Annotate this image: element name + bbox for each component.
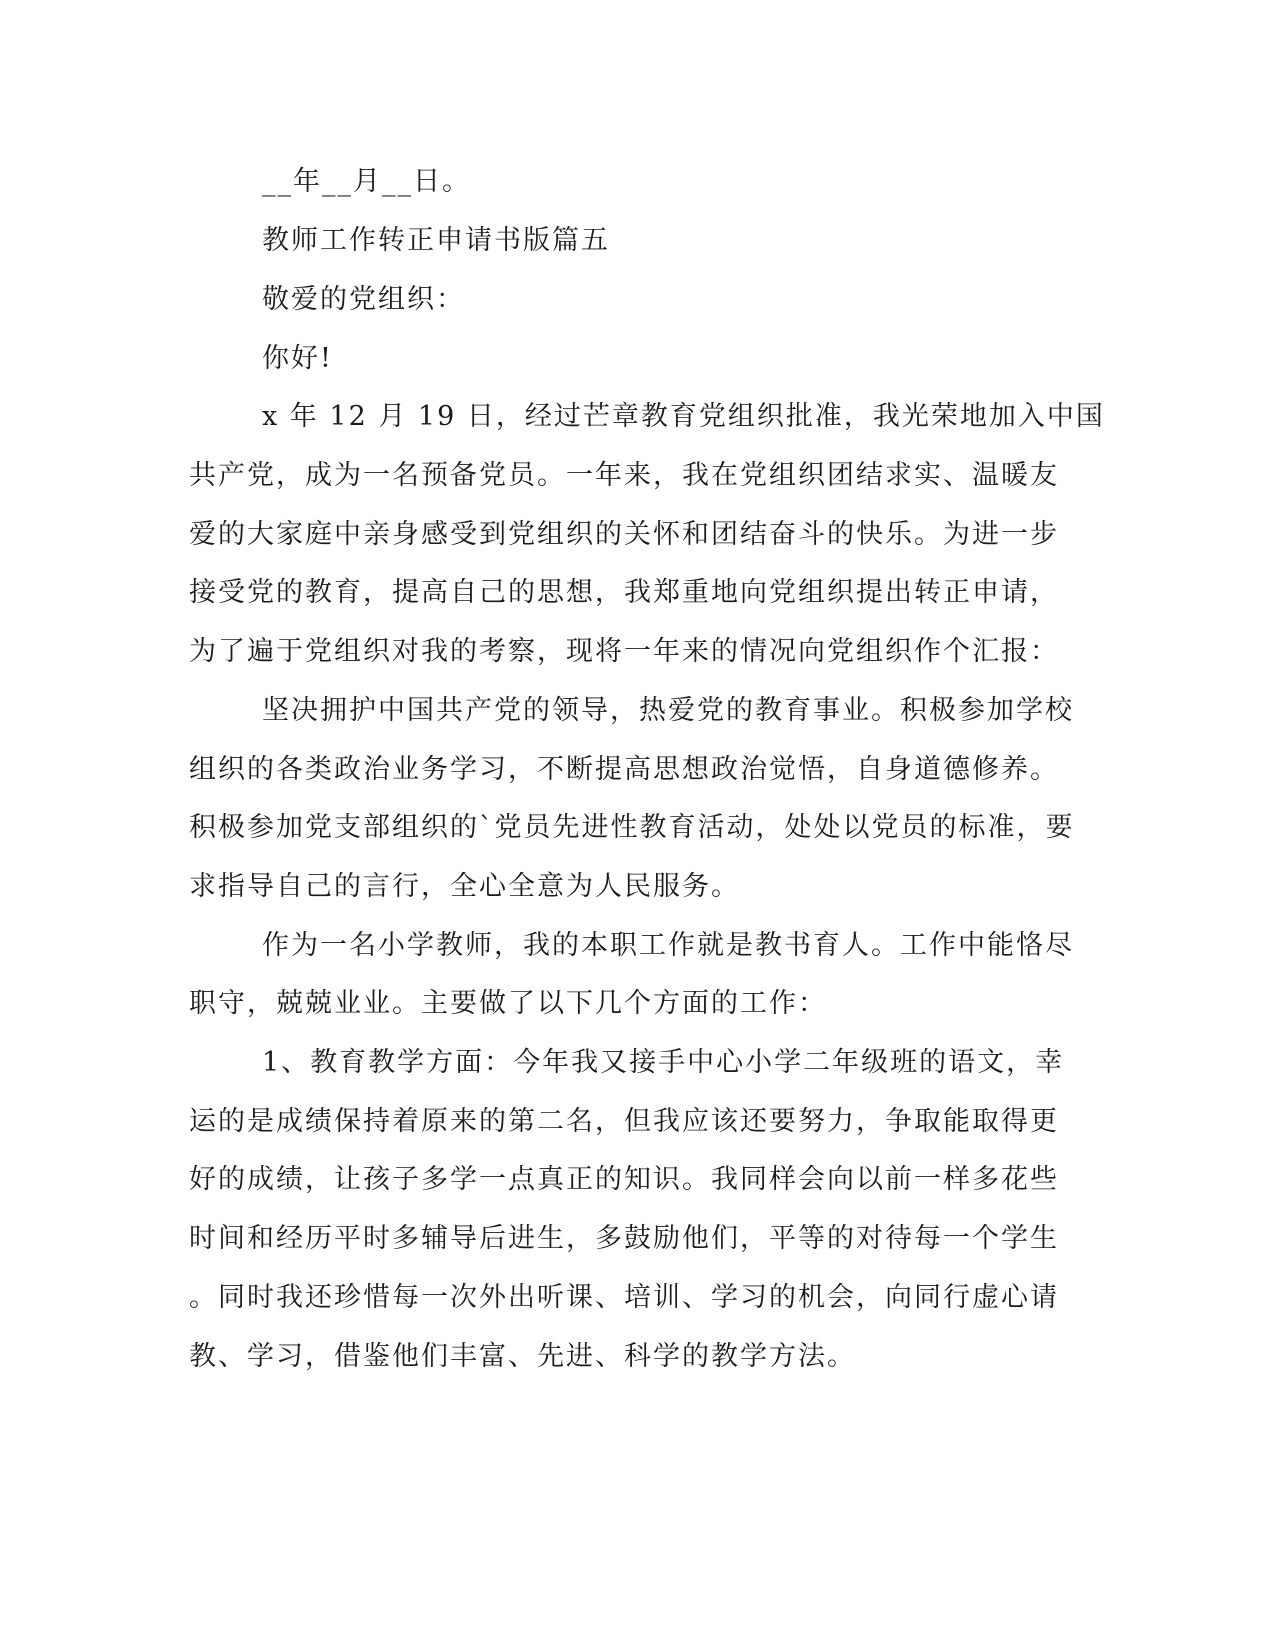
paragraph-2-line: 组织的各类政治业务学习，不断提高思想政治觉悟，自身道德修养。 [189,754,1059,785]
document-title: 教师工作转正申请书版篇五 [262,225,610,256]
paragraph-2-line: 坚决拥护中国共产党的领导，热爱党的教育事业。积极参加学校 [262,695,1074,726]
date-line: __年__月__日。 [262,166,471,197]
paragraph-4-line: 时间和经历平时多辅导后进生，多鼓励他们，平等的对待每一个学生 [189,1223,1059,1254]
paragraph-1-line: 爱的大家庭中亲身感受到党组织的关怀和团结奋斗的快乐。为进一步 [189,519,1059,550]
paragraph-4-line: 好的成绩，让孩子多学一点真正的知识。我同样会向以前一样多花些 [189,1164,1059,1195]
paragraph-3-line: 作为一名小学教师，我的本职工作就是教书育人。工作中能恪尽 [262,930,1074,961]
salutation: 敬爱的党组织： [262,284,465,315]
paragraph-1-line: 共产党，成为一名预备党员。一年来，我在党组织团结求实、温暖友 [189,460,1059,491]
paragraph-1-line: 为了遍于党组织对我的考察，现将一年来的情况向党组织作个汇报： [189,636,1059,667]
paragraph-1-line: x 年 12 月 19 日，经过芒章教育党组织批准，我光荣地加入中国 [262,401,1105,432]
paragraph-4-line: 。同时我还珍惜每一次外出听课、培训、学习的机会，向同行虚心请 [189,1282,1059,1313]
paragraph-4-line: 运的是成绩保持着原来的第二名，但我应该还要努力，争取能取得更 [189,1106,1059,1137]
paragraph-4-line: 1、教育教学方面：今年我又接手中心小学二年级班的语文，幸 [262,1047,1065,1078]
paragraph-4-line: 教、学习，借鉴他们丰富、先进、科学的教学方法。 [189,1341,856,1372]
paragraph-3-line: 职守，兢兢业业。主要做了以下几个方面的工作： [189,988,827,1019]
greeting: 你好! [262,343,333,374]
paragraph-2-line: 求指导自己的言行，全心全意为人民服务。 [189,871,740,902]
paragraph-1-line: 接受党的教育，提高自己的思想，我郑重地向党组织提出转正申请， [189,577,1059,608]
paragraph-2-line: 积极参加党支部组织的`党员先进性教育活动，处处以党员的标准，要 [189,812,1075,843]
